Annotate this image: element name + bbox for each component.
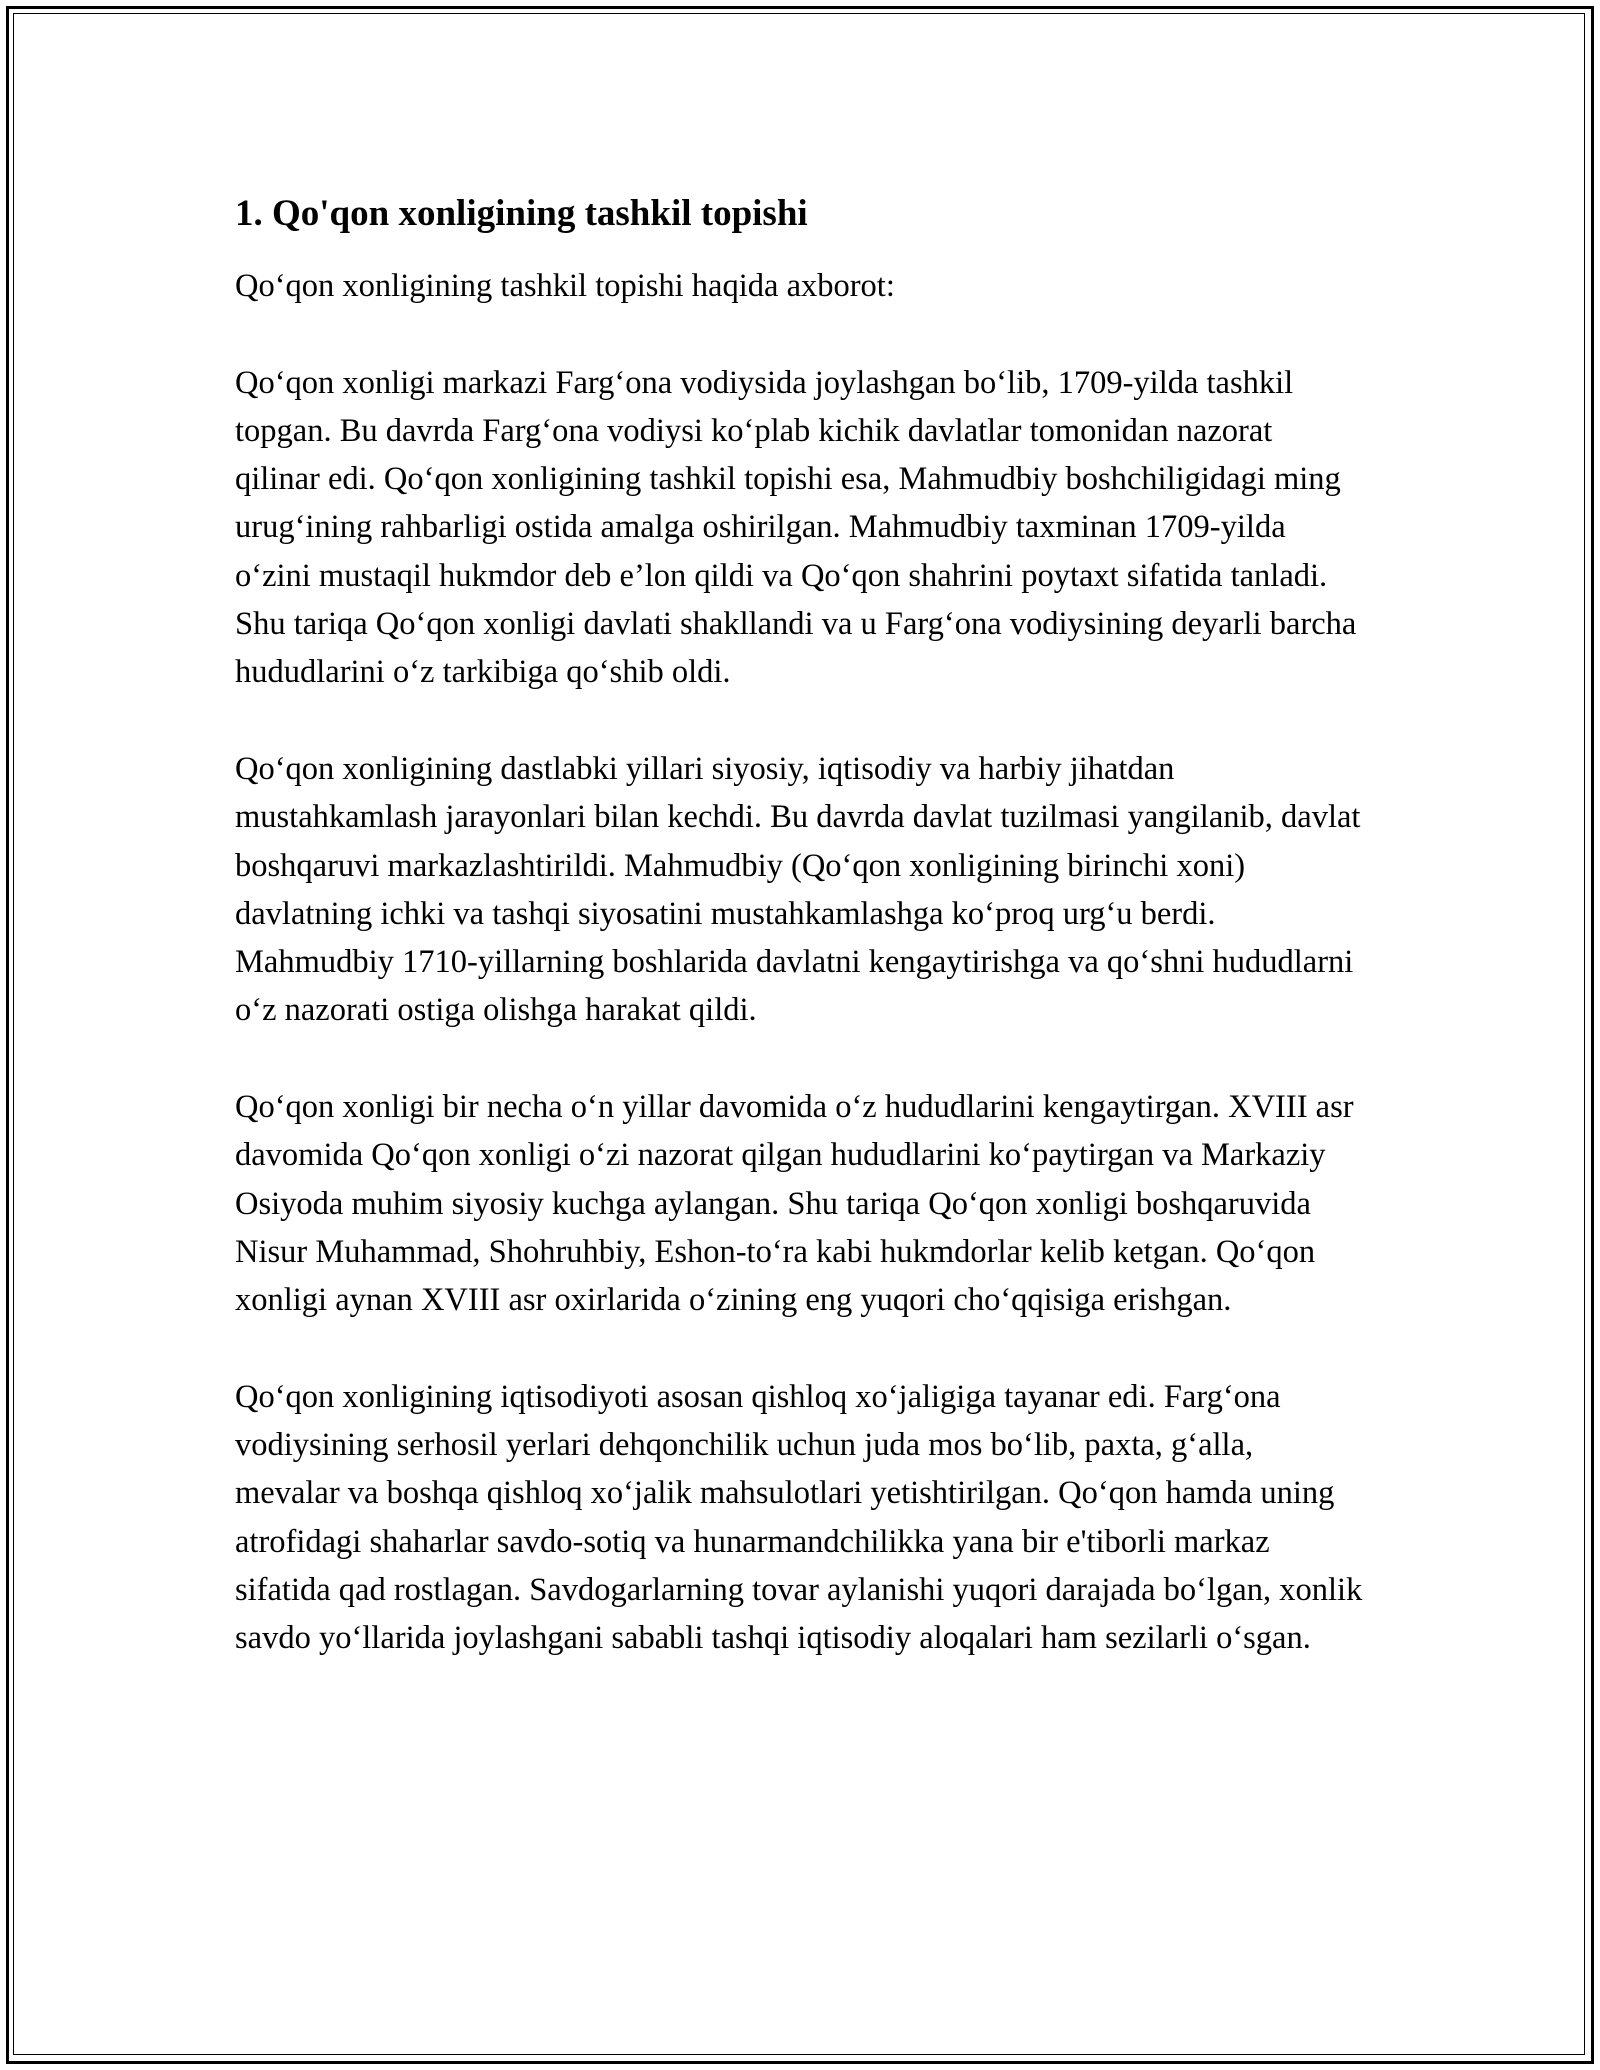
document-body <box>235 188 1365 1711</box>
intro-paragraph: Qo‘qon xonligining tashkil topishi haqida axborot: <box>235 268 895 304</box>
paragraph-economy: Qo‘qon xonligining iqtisodiyoti asosan qishloq xo‘jaligiga tayanar edi. Farg‘ona vodiysining serhosil yerlari dehqonchilik uchun juda mos bo‘lib, paxta, g‘alla, mevalar va boshqa qishloq xo‘jalik mahsulotlari yetishtirilgan. Qo‘qon hamda uning atrofidagi shaharlar savdo-sotiq va hunarmandchilikka yana bir e'tiborli markaz sifatida qad rostlagan. Savdogarlarning tovar aylanishi yuqori darajada bo‘lgan, xonlik savdo yo‘llarida joylashgani sababli tashqi iqtisodiy aloqalari ham sezilarli o‘sgan. <box>235 1378 1363 1657</box>
paragraph-founding: Qo‘qon xonligi markazi Farg‘ona vodiysida joylashgan bo‘lib, 1709-yilda tashkil topgan. Bu davrda Farg‘ona vodiysi ko‘plab kichik davlatlar tomonidan nazorat qilinar edi. Qo‘qon xonligining tashkil topishi esa, Mahmudbiy boshchiligidagi ming urug‘ining rahbarligi ostida amalga oshirilgan. Mahmudbiy taxminan 1709-yilda o‘zini mustaqil hukmdor deb e’lon qildi va Qo‘qon shahrini poytaxt sifatida tanladi. Shu tariqa Qo‘qon xonligi davlati shakllandi va u Farg‘ona vodiysining deyarli barcha hududlarini o‘z tarkibiga qo‘shib oldi. <box>235 364 1357 691</box>
paragraph-expansion: Qo‘qon xonligi bir necha o‘n yillar davomida o‘z hududlarini kengaytirgan. XVIII asr davomida Qo‘qon xonligi o‘zi nazorat qilgan hududlarini ko‘paytirgan va Markaziy Osiyoda muhim siyosiy kuchga aylangan. Shu tariqa Qo‘qon xonligi boshqaruvida Nisur Muhammad, Shohruhbiy, Eshon-to‘ra kabi hukmdorlar kelib ketgan. Qo‘qon xonligi aynan XVIII asr oxirlarida o‘zining eng yuqori cho‘qqisiga erishgan. <box>235 1089 1354 1319</box>
paragraph-early-years: Qo‘qon xonligining dastlabki yillari siyosiy, iqtisodiy va harbiy jihatdan mustahkamlash jarayonlari bilan kechdi. Bu davrda davlat tuzilmasi yangilanib, davlat boshqaruvi markazlashtirildi. Mahmudbiy (Qo‘qon xonligining birinchi xoni) davlatning ichki va tashqi siyosatini mustahkamlashga ko‘proq urg‘u berdi. Mahmudbiy 1710-yillarning boshlarida davlatni kengaytirishga va qo‘shni hududlarni o‘z nazorati ostiga olishga harakat qildi. <box>235 750 1361 1029</box>
section-heading: 1. Qo'qon xonligining tashkil topishi <box>235 193 808 234</box>
